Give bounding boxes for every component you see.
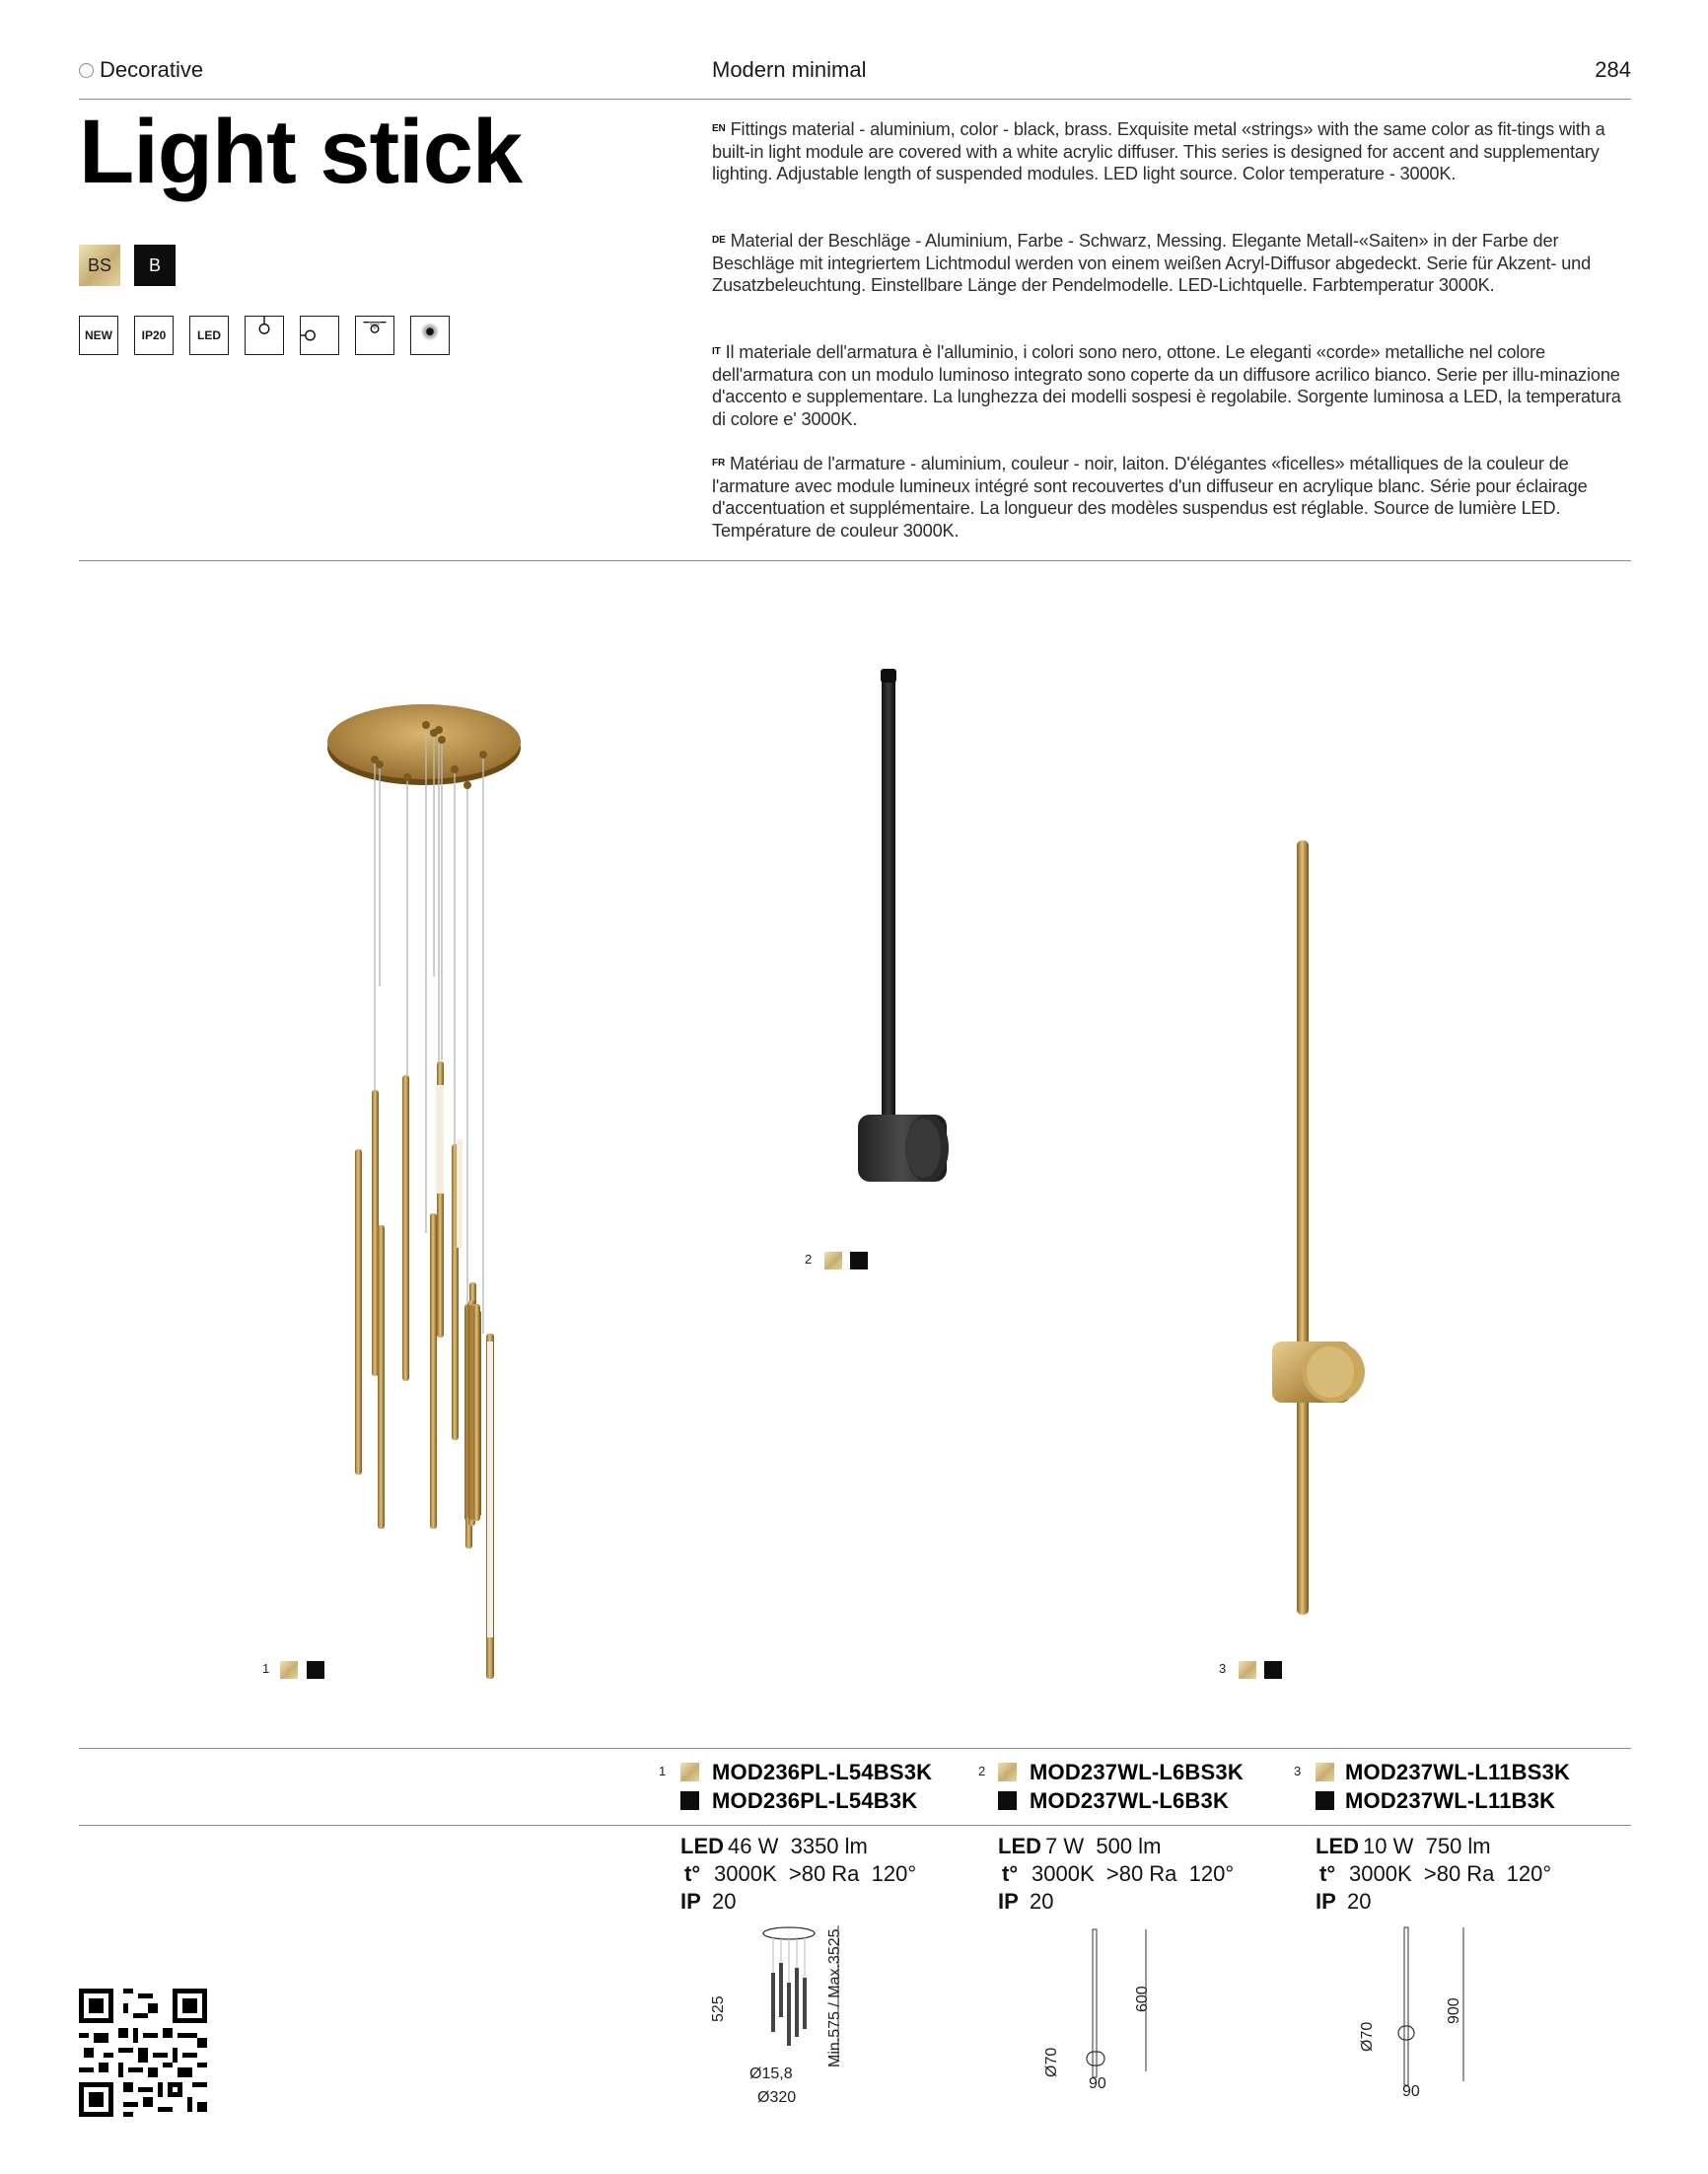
code-swatch-brass <box>1316 1763 1334 1781</box>
spec-label: IP <box>998 1889 1019 1914</box>
code-swatch-black <box>680 1791 699 1810</box>
spec-angle: 120° <box>1188 1861 1235 1886</box>
spec-led <box>1316 1833 1491 1860</box>
spec-label: t° <box>684 1861 701 1886</box>
spec-label: IP <box>680 1889 701 1914</box>
spec-power: 7 W <box>1045 1834 1085 1858</box>
spec-flux: 750 lm <box>1425 1834 1491 1858</box>
description-divider <box>79 560 1631 561</box>
circle-icon <box>79 63 94 78</box>
diffused-light-icon <box>410 316 450 355</box>
description-text: Fittings material - aluminium, color - black, brass. Exquisite metal «strings» with the same color as fit-tings with a built-in light module are covered with a white acrylic diffuser. This series is designed for accent and supplementary lighting. Adjustable length of suspended modules. LED light source. Color temperature - 3000K. <box>712 119 1605 184</box>
photo-swatch-black <box>850 1252 868 1269</box>
spec-ip <box>998 1888 1053 1916</box>
spec-cct: 3000K <box>1349 1861 1412 1886</box>
spec-cri: >80 Ra <box>1423 1861 1495 1886</box>
table-top-divider <box>79 1748 1631 1749</box>
spec-temp <box>680 1860 916 1888</box>
dim-depth: 90 <box>1402 2083 1420 2100</box>
spec-cct: 3000K <box>714 1861 777 1886</box>
header-collection: Modern minimal <box>712 57 867 82</box>
photo-swatch-black <box>1264 1661 1282 1679</box>
dim-canopy: Ø320 <box>757 2089 797 2106</box>
spec-label: LED <box>998 1834 1041 1858</box>
header-category <box>79 57 203 83</box>
photo-swatch-brass <box>824 1252 842 1269</box>
dim-tube: Ø15,8 <box>749 2065 793 2082</box>
ip-badge: IP20 <box>134 316 174 355</box>
product-number: 3 <box>1294 1764 1302 1778</box>
finish-swatch-black: B <box>134 245 176 286</box>
spec-led <box>680 1833 868 1860</box>
spec-power: 46 W <box>728 1834 779 1858</box>
category-label: Decorative <box>100 57 204 82</box>
dim-diameter: Ø70 <box>1043 2047 1060 2077</box>
dim-diameter: Ø70 <box>1359 2021 1376 2052</box>
spec-angle: 120° <box>1506 1861 1552 1886</box>
pendant-mount-icon <box>245 316 284 355</box>
spec-ip-value: 20 <box>1030 1889 1054 1914</box>
spec-label: LED <box>680 1834 724 1858</box>
photo-swatch-black <box>307 1661 324 1679</box>
lang-label: EN <box>712 123 726 134</box>
code-swatch-brass <box>998 1763 1017 1781</box>
product-code: MOD237WL-L11BS3K <box>1345 1760 1571 1784</box>
description-text: Il materiale dell'armatura è l'alluminio, i colori sono nero, ottone. Le eleganti «corde» metalliche nel colore dell'armatura con un modulo luminoso integrato sono coperte da un diffusore acrilico bianco. Serie per illu-minazione d'accento e supplementare. La lunghezza dei modelli sospesi è regolabile. Sorgente luminosa a LED, la temperatura di colore e' 3000K. <box>712 342 1621 429</box>
spec-cri: >80 Ra <box>1105 1861 1177 1886</box>
dim-height: 600 <box>1134 1986 1151 2012</box>
photo-number-2: 2 <box>805 1252 813 1267</box>
code-swatch-black <box>998 1791 1017 1810</box>
photo-number-1: 1 <box>262 1661 270 1676</box>
product-code: MOD236PL-L54BS3K <box>712 1760 933 1784</box>
spec-led <box>998 1833 1161 1860</box>
led-badge: LED <box>189 316 229 355</box>
photo-swatch-brass <box>1239 1661 1256 1679</box>
page-title: Light stick <box>79 102 523 202</box>
lang-label: DE <box>712 235 726 246</box>
page-number: 284 <box>1595 57 1631 82</box>
spec-cri: >80 Ra <box>788 1861 860 1886</box>
dim-range: Min.575 / Max.3525 <box>826 1928 843 2067</box>
new-badge: NEW <box>79 316 118 355</box>
photo-swatch-brass <box>280 1661 298 1679</box>
spec-flux: 500 lm <box>1096 1834 1162 1858</box>
product-photos <box>0 592 1708 1736</box>
table-mid-divider <box>79 1825 1631 1826</box>
description-en <box>712 118 1634 185</box>
direct-light-icon <box>355 316 394 355</box>
product-code: MOD236PL-L54B3K <box>712 1788 918 1813</box>
spec-label: t° <box>1319 1861 1336 1886</box>
description-it <box>712 341 1634 430</box>
spec-ip <box>1316 1888 1371 1916</box>
photo-number-3: 3 <box>1219 1661 1227 1676</box>
product-number: 2 <box>978 1764 986 1778</box>
description-de <box>712 230 1634 297</box>
brass-wall-light-photo <box>1272 840 1365 1615</box>
product-code: MOD237WL-L6BS3K <box>1030 1760 1244 1784</box>
code-swatch-brass <box>680 1763 699 1781</box>
wall-mount-icon <box>300 316 339 355</box>
spec-angle: 120° <box>871 1861 917 1886</box>
description-text: Material der Beschläge - Aluminium, Farbe - Schwarz, Messing. Elegante Metall-«Saiten» in der Farbe der Beschläge mit integriertem Lichtmodul werden von einem weißen Acryl-Diffusor abgedeckt. Serie für Akzent- und Zusatzbeleuchtung. Einstellbare Länge der Pendelmodelle. LED-Lichtquelle. Farbtemperatur 3000K. <box>712 231 1592 296</box>
black-wall-light-photo <box>858 669 949 1182</box>
spec-ip <box>680 1888 736 1916</box>
dim-depth: 90 <box>1089 2075 1106 2092</box>
description-fr <box>712 453 1634 542</box>
spec-power: 10 W <box>1363 1834 1414 1858</box>
lang-label: IT <box>712 346 721 357</box>
spec-ip-value: 20 <box>712 1889 737 1914</box>
spec-cct: 3000K <box>1032 1861 1095 1886</box>
pendant-photo <box>327 704 521 1679</box>
header-divider <box>79 99 1631 100</box>
product-code: MOD237WL-L6B3K <box>1030 1788 1230 1813</box>
spec-flux: 3350 lm <box>790 1834 868 1858</box>
dim-height: 525 <box>710 1995 727 2022</box>
dim-height: 900 <box>1446 1997 1462 2024</box>
finish-swatch-brass: BS <box>79 245 120 286</box>
product-number: 1 <box>659 1764 667 1778</box>
spec-temp <box>998 1860 1234 1888</box>
spec-label: t° <box>1002 1861 1019 1886</box>
spec-label: LED <box>1316 1834 1359 1858</box>
qr-code[interactable] <box>79 1989 207 2117</box>
product-code: MOD237WL-L11B3K <box>1345 1788 1556 1813</box>
spec-ip-value: 20 <box>1347 1889 1372 1914</box>
spec-temp <box>1316 1860 1551 1888</box>
description-text: Matériau de l'armature - aluminium, couleur - noir, laiton. D'élégantes «ficelles» métalliques de la couleur de l'armature avec module lumineux intégré sont recouvertes d'un diffuseur en acrylique blanc. Série pour éclairage d'accentuation et supplémentaire. La longueur des modèles suspendus est réglable. Source de lumière LED. Température de couleur 3000K. <box>712 454 1588 541</box>
code-swatch-black <box>1316 1791 1334 1810</box>
lang-label: FR <box>712 458 726 469</box>
spec-label: IP <box>1316 1889 1336 1914</box>
